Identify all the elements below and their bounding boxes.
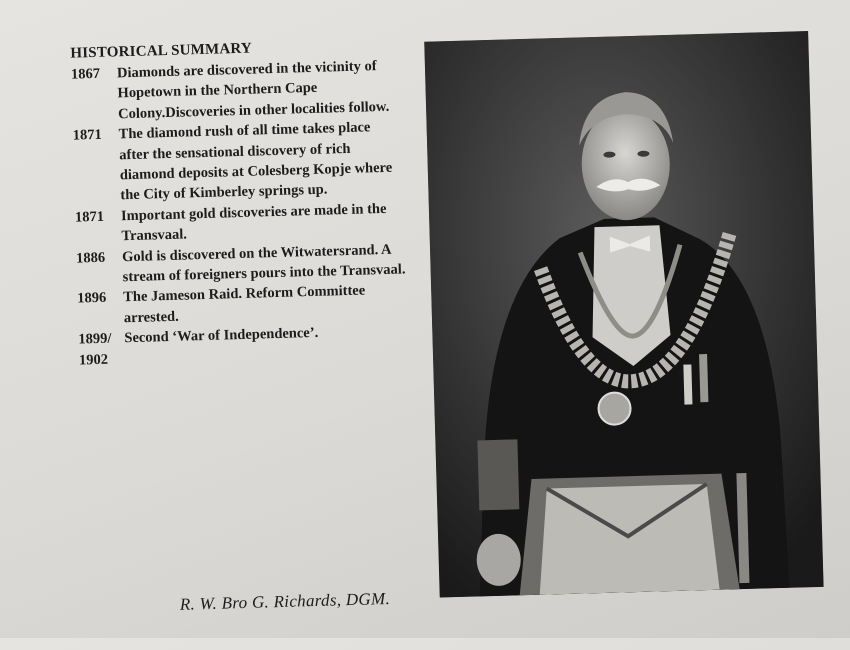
entry-text: The Jameson Raid. Reform Committee arrested. — [123, 282, 366, 327]
entry-text: Important gold discoveries are made in the Transvaal. — [120, 200, 387, 245]
entry-text: Gold is discovered on the Witwatersrand. A stream of foreigners pours into the Transvaal. — [121, 241, 406, 286]
entry-year: 1871 — [74, 208, 105, 226]
entry-year: 1886 — [75, 249, 106, 267]
entry-text: Diamonds are discovered in the vicinity of Hopetown in the Northern Cape Colony.Discoveries in other localities follow. — [116, 58, 390, 123]
entry-text: Second ‘War of Independence’. — [124, 325, 319, 347]
entry-year: 1867 — [70, 65, 101, 83]
entry-year: 1871 — [72, 127, 102, 144]
portrait-photo — [424, 31, 823, 598]
entry-year: 1896 — [77, 290, 107, 308]
entry-text: The diamond rush of all time takes place after the sensational discovery of rich diamond deposits at Colesberg Kopje where the City of Kimberley springs up. — [118, 119, 393, 204]
portrait-illustration — [424, 31, 823, 598]
summary-heading: HISTORICAL SUMMARY — [70, 40, 253, 62]
portrait-caption: R. W. Bro G. Richards, DGM. — [179, 588, 391, 614]
summary-entry — [72, 117, 404, 208]
summary-list — [71, 55, 409, 370]
summary-entry — [78, 321, 409, 371]
summary-entry — [71, 55, 403, 125]
entry-year: 1899/ 1902 — [78, 330, 112, 369]
